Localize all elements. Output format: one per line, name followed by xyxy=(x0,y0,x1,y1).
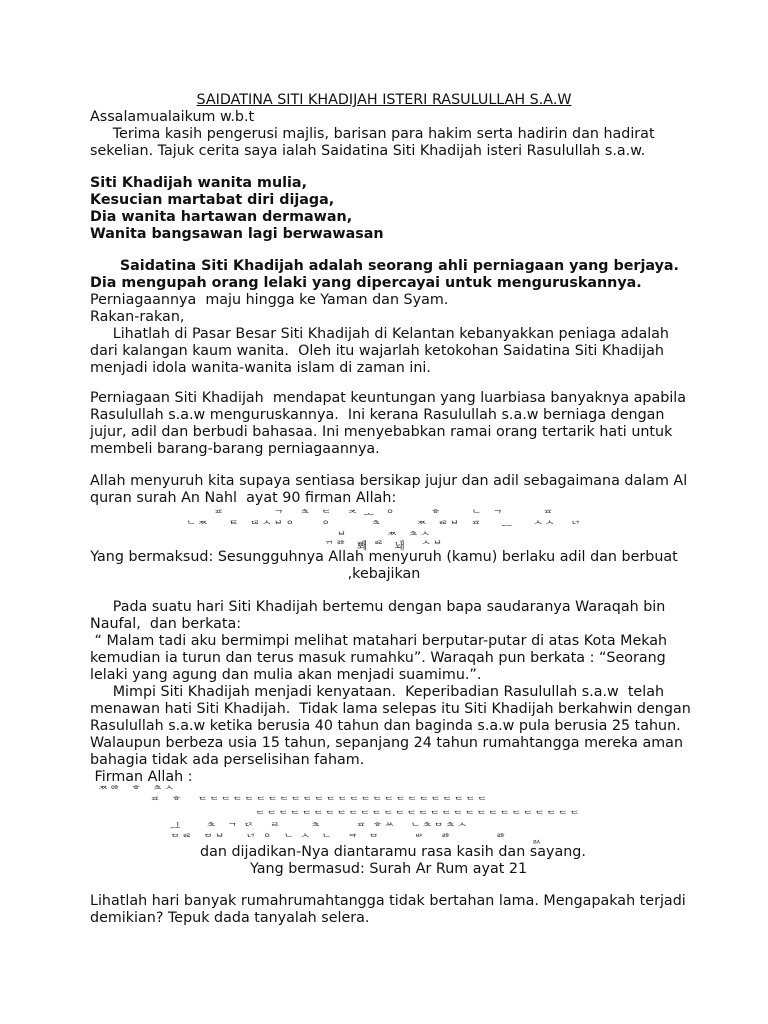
text-line: Rasulullah s.a.w ketika berusia 40 tahun dan baginda s.a.w pula berusia 25 tahun. xyxy=(90,718,681,734)
text-line: Rasulullah s.a.w menguruskannya. Ini kerana Rasulullah s.a.w berniaga dengan xyxy=(90,407,665,423)
poem-line: Dia wanita hartawan dermawan, xyxy=(90,209,353,225)
text-line: Naufal, dan berkata: xyxy=(90,616,242,632)
text-line: kemudian ia turun dan terus masuk rumahku”. Waraqah pun berkata : “Seorang xyxy=(90,650,666,666)
arabic-verse-line: ᆜ ᄎ ᄀ ᄃᄌ ᄅ ᄎ ᄑ ᄒᄊ ᄂᄎᄆᄎᄉ xyxy=(170,822,469,834)
arabic-verse-line: ᄑ ᄒ ᄃᄃᄃᄃᄃᄃᄃᄃᄃᄃᄃᄃᄃᄃᄃᄃᄃᄃᄃᄃᄃᄃᄃᄃᄃ xyxy=(150,796,489,808)
text-line: lelaki yang agung dan mulia akan menjadi suamimu.”. xyxy=(90,667,482,683)
arabic-verse-line: ᄂᄍ ᄐ ᄃᄅᄉᄇᄋ ᄋ ᄎ ᄍ ᄙᄇ ᄑ ᅳ ᄉᄉ ᄓ xyxy=(185,520,583,532)
bold-text-line: Saidatina Siti Khadijah adalah seorang ahli perniagaan yang berjaya. xyxy=(90,258,679,274)
text-line: sekelian. Tajuk cerita saya ialah Saidatina Siti Khadijah isteri Rasulullah s.a.w. xyxy=(90,143,646,159)
text-line: membeli barang-barang perniagaannya. xyxy=(90,441,380,457)
text-line: bahagia tidak ada perselisihan faham. xyxy=(90,752,365,768)
poem-line: Kesucian martabat diri dijaga, xyxy=(90,192,335,208)
text-line: menjadi idola wanita-wanita islam di zaman ini. xyxy=(90,360,431,376)
text-line: dari kalangan kaum wanita. Oleh itu wajarlah ketokohan Saidatina Siti Khadijah xyxy=(90,343,664,359)
text-line: Perniagaannya maju hingga ke Yaman dan Syam. xyxy=(90,292,449,308)
text-line: Walaupun berbeza usia 15 tahun, sepanjang 24 tahun rumahtangga mereka aman xyxy=(90,735,683,751)
text-line: “ Malam tadi aku bermimpi melihat matahari berputar-putar di atas Kota Mekah xyxy=(90,633,668,649)
translation-line: Yang bermaksud: Sesungguhnya Allah menyuruh (kamu) berlaku adil dan berbuat xyxy=(90,549,678,565)
arabic-verse-line: ᄍᄋᄒ ᄒ ᄎᄉ xyxy=(98,785,176,797)
poem-line: Wanita bangsawan lagi berwawasan xyxy=(90,226,384,242)
text-line: jujur, adil dan berbudi bahasaa. Ini menyebabkan ramai orang tertarik hati untuk xyxy=(90,424,673,440)
text-line: Perniagaan Siti Khadijah mendapat keuntungan yang luarbiasa banyaknya apabila xyxy=(90,390,687,406)
arabic-verse-line: ᄆᄙ ᄆᄇ ᄓ ᄋ ᄂ ᄉ ᄂ ᄏ ᄆ ᄡ ᄚ ᄚ ᆳ xyxy=(170,833,543,845)
bold-text-line: Dia mengupah orang lelaki yang dipercayai untuk menguruskannya. xyxy=(90,275,642,291)
translation-line: ,kebajikan xyxy=(347,566,421,582)
text-line: Rakan-rakan, xyxy=(90,309,185,325)
text-line: Terima kasih pengerusi majlis, barisan para hakim serta hadirin dan hadirat xyxy=(90,126,655,142)
arabic-verse-line: ᄑ ᄀ ᄎ ᄃ ᄌ ᅩ ᄋ ᄒ ᄂ ᄀ ᄑ xyxy=(213,509,555,521)
arabic-verse-line: ᄇ ᄍ ᄎᄉ xyxy=(336,531,432,543)
text-line: Lihatlah di Pasar Besar Siti Khadijah di Kelantan kebanyakkan peniaga adalah xyxy=(90,326,669,342)
text-line: Allah menyuruh kita supaya sentiasa bersikap jujur dan adil sebagaimana dalam Al xyxy=(90,473,688,489)
text-line: quran surah An Nahl ayat 90 firman Allah: xyxy=(90,490,397,506)
text-line: Mimpi Siti Khadijah menjadi kenyataan. Keperibadian Rasulullah s.a.w telah xyxy=(90,684,665,700)
translation-line: Yang bermasud: Surah Ar Rum ayat 21 xyxy=(250,861,528,877)
greeting-line: Assalamualaikum w.b.t xyxy=(90,109,255,125)
translation-line: dan dijadikan-Nya diantaramu rasa kasih dan sayang. xyxy=(200,844,586,860)
text-line: menawan hati Siti Khadijah. Tidak lama selepas itu Siti Khadijah berkahwin dengan xyxy=(90,701,691,717)
poem-line: Siti Khadijah wanita mulia, xyxy=(90,175,308,191)
document-title: SAIDATINA SITI KHADIJAH ISTERI RASULULLAH S.A.W xyxy=(196,92,572,108)
text-line: Lihatlah hari banyak rumahrumahtangga tidak bertahan lama. Mengapakah terjadi xyxy=(90,893,686,909)
arabic-verse-line: ᄁᄚ 뽸 ᄙ 놰 ᄉᄇ xyxy=(323,540,445,552)
text-line: Pada suatu hari Siti Khadijah bertemu dengan bapa saudaranya Waraqah bin xyxy=(90,599,666,615)
arabic-verse-line: ᄃᄃᄃᄃᄃᄃᄃᄃᄃᄃᄃᄃᄃᄃᄃᄃᄃᄃᄃᄃᄃᄃᄃᄃᄃᄃᄃᄃ xyxy=(255,810,582,822)
text-line: Firman Allah : xyxy=(90,769,193,785)
text-line: demikian? Tepuk dada tanyalah selera. xyxy=(90,910,370,926)
